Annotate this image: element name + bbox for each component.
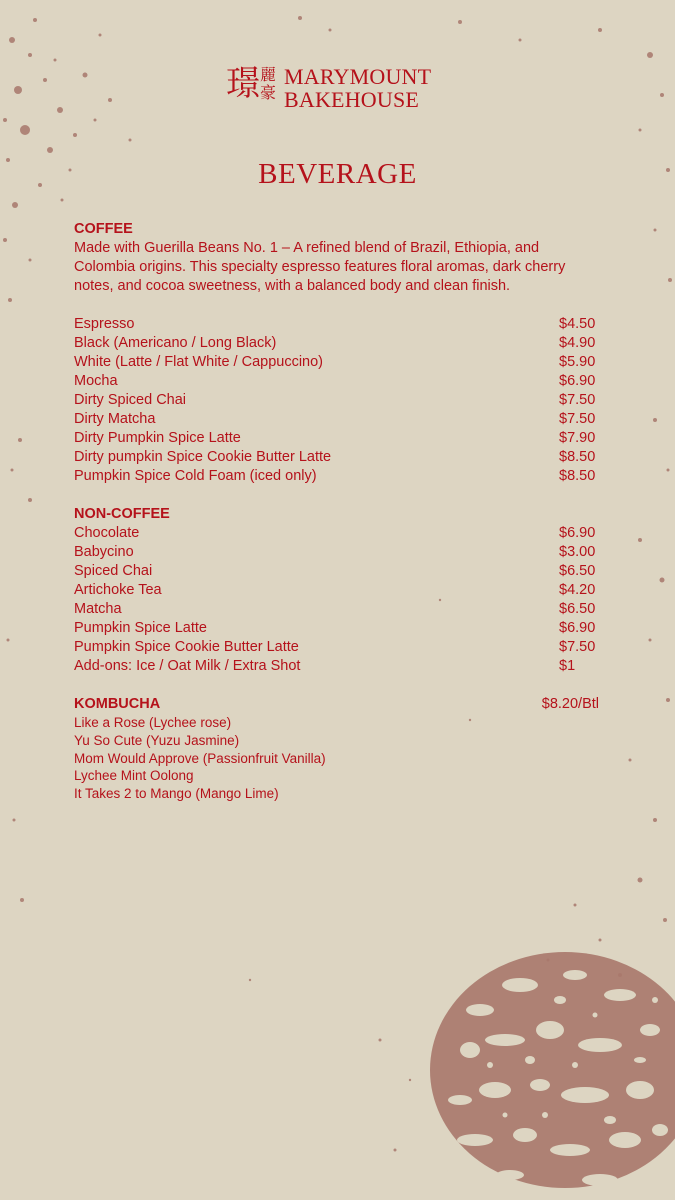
menu-item-name: Spiced Chai — [74, 563, 153, 579]
brand-mark-small: 麗豪 — [260, 65, 277, 102]
menu-item-name: Espresso — [74, 316, 135, 332]
section-heading-coffee — [74, 220, 599, 239]
section-heading-kombucha — [74, 695, 599, 714]
menu-item-price: $1 — [559, 658, 576, 674]
menu-item-price: $5.90 — [559, 354, 596, 370]
kombucha-section — [74, 695, 599, 803]
non-coffee-menu-item — [74, 524, 599, 543]
kombucha-heading-text: KOMBUCHA — [74, 696, 161, 712]
coffee-section — [74, 220, 599, 486]
menu-item-name: Pumpkin Spice Cookie Butter Latte — [74, 639, 299, 655]
menu-item-price: $7.50 — [559, 639, 596, 655]
coffee-heading-text: COFFEE — [74, 221, 133, 237]
non-coffee-menu-item — [74, 657, 599, 676]
coffee-menu-item — [74, 429, 599, 448]
coffee-menu-item — [74, 448, 599, 467]
coffee-menu-item — [74, 353, 599, 372]
brand-logo — [226, 64, 450, 114]
coffee-menu-item — [74, 334, 599, 353]
coffee-item-list — [74, 315, 599, 486]
kombucha-flavor: It Takes 2 to Mango (Mango Lime) — [74, 786, 279, 802]
menu-item-price: $7.90 — [559, 430, 596, 446]
kombucha-flavor: Like a Rose (Lychee rose) — [74, 715, 232, 730]
menu-item-price: $6.50 — [559, 563, 596, 579]
kombucha-price: $8.20/Btl — [541, 696, 599, 712]
brand-name-line1: MARYMOUNT — [284, 64, 432, 89]
menu-item-price: $7.50 — [559, 411, 596, 427]
menu-item-name: Babycino — [74, 544, 134, 560]
menu-item-name: Dirty Matcha — [74, 411, 156, 427]
menu-item-name: Add-ons: Ice / Oat Milk / Extra Shot — [74, 658, 301, 674]
menu-item-price: $8.50 — [559, 468, 596, 484]
kombucha-flavor: Mom Would Approve (Passionfruit Vanilla) — [74, 750, 326, 766]
page-title: BEVERAGE — [258, 158, 417, 190]
kombucha-flavor-list — [74, 714, 599, 803]
menu-item-price: $8.50 — [559, 449, 596, 465]
menu-item-price: $4.90 — [559, 335, 596, 351]
non-coffee-item-list — [74, 524, 599, 676]
menu-item-name: Pumpkin Spice Latte — [74, 620, 207, 636]
menu-item-price: $6.90 — [559, 373, 596, 389]
coffee-menu-item — [74, 410, 599, 429]
coffee-menu-item — [74, 372, 599, 391]
non-coffee-heading-text: NON-COFFEE — [74, 506, 170, 522]
menu-item-name: Pumpkin Spice Cold Foam (iced only) — [74, 468, 317, 484]
non-coffee-menu-item — [74, 619, 599, 638]
menu-item-price: $4.50 — [559, 316, 596, 332]
menu-item-price: $7.50 — [559, 392, 596, 408]
section-heading-non-coffee — [74, 505, 599, 524]
non-coffee-menu-item — [74, 638, 599, 657]
menu-item-name: Black (Americano / Long Black) — [74, 335, 277, 351]
menu-item-price: $6.90 — [559, 525, 596, 541]
menu-item-name: Matcha — [74, 601, 122, 617]
non-coffee-section — [74, 505, 599, 676]
coffee-menu-item — [74, 315, 599, 334]
menu-item-price: $6.50 — [559, 601, 596, 617]
kombucha-flavor: Lychee Mint Oolong — [74, 768, 194, 784]
beverage-menu — [74, 220, 599, 822]
non-coffee-menu-item — [74, 543, 599, 562]
brand-name-line2: BAKEHOUSE — [284, 87, 420, 112]
menu-item-name: White (Latte / Flat White / Cappuccino) — [74, 354, 324, 370]
menu-item-name: Artichoke Tea — [74, 582, 162, 598]
kombucha-flavor: Yu So Cute (Yuzu Jasmine) — [74, 732, 240, 748]
menu-item-name: Dirty Spiced Chai — [74, 392, 187, 408]
coffee-description: Made with Guerilla Beans No. 1 – A refined blend of Brazil, Ethiopia, and Colombia origins. This specialty espresso features floral aromas, dark cherry notes, and cocoa sweetness, with a balanced body and clean finish. — [74, 240, 566, 294]
menu-item-price: $6.90 — [559, 620, 596, 636]
menu-item-price: $3.00 — [559, 544, 596, 560]
non-coffee-menu-item — [74, 562, 599, 581]
menu-item-name: Chocolate — [74, 525, 140, 541]
non-coffee-menu-item — [74, 581, 599, 600]
menu-item-name: Dirty pumpkin Spice Cookie Butter Latte — [74, 449, 332, 465]
coffee-menu-item — [74, 391, 599, 410]
menu-item-name: Dirty Pumpkin Spice Latte — [74, 430, 241, 446]
menu-item-price: $4.20 — [559, 582, 596, 598]
coffee-menu-item — [74, 467, 599, 486]
non-coffee-menu-item — [74, 600, 599, 619]
menu-item-name: Mocha — [74, 373, 118, 389]
brand-mark-glyph: 璟 — [226, 64, 260, 104]
